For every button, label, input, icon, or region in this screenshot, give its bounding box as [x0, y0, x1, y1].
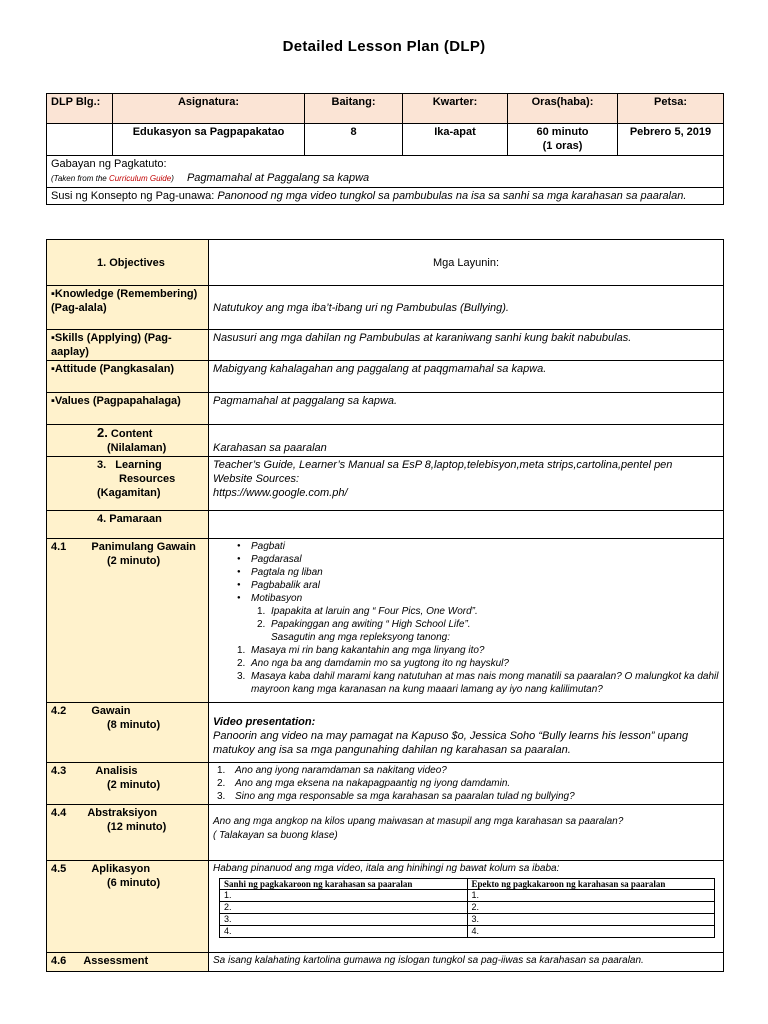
header-value-baitang: 8: [305, 124, 403, 156]
knowledge-value: Natutukoy ang mga iba’t-ibang uri ng Pambubulas (Bullying).: [209, 286, 724, 330]
table-cell: 4.: [467, 926, 715, 938]
pamaraan-empty: [209, 511, 724, 539]
table-cell: 2.: [220, 902, 468, 914]
oras-line1: 60 minuto: [536, 126, 589, 138]
s43-content: [209, 763, 724, 805]
list-item: ● Pagbati: [213, 540, 719, 553]
header-value-oras: [508, 124, 618, 156]
s45-time: (6 minuto): [107, 877, 161, 889]
list-item: ● Pagdarasal: [213, 553, 719, 566]
s44-content: [209, 805, 724, 861]
header-label-baitang: Baitang:: [305, 94, 403, 124]
table-row: [220, 890, 715, 902]
item-text: Masaya mi rin bang kakantahin ang mga linyang ito?: [251, 645, 485, 656]
s42-label-cell: [47, 703, 209, 763]
table-row: [220, 914, 715, 926]
s44-text2: ( Talakayan sa buong klase): [213, 830, 338, 841]
gabayan-row: [47, 156, 724, 188]
s41-time: (2 minuto): [107, 555, 161, 567]
header-label-dlp: DLP Blg.:: [47, 94, 113, 124]
s43-time: (2 minuto): [107, 779, 161, 791]
s46-text: Sa isang kalahating kartolina gumawa ng islogan tungkol sa pag-iiwas sa karahasan sa paaralan.: [209, 953, 724, 972]
s46-label: Assessment: [83, 955, 149, 967]
header-label-petsa: Petsa:: [618, 94, 724, 124]
susi-label: Susi ng Konsepto ng Pag-unawa:: [51, 190, 215, 202]
item-text: Masaya kaba dahil marami kang natutuhan at mas nais mong manatili sa paaralan? O malungkot ka dahil mayroon kang mga karanasan na kung maaari lamang ay iyo nang kalilimutan?: [251, 671, 719, 695]
website-label: Website Sources:: [213, 473, 300, 485]
sasagutin-text: Sasagutin ang mga repleksyong tanong:: [271, 632, 451, 643]
attitude-value: Mabigyang kahalagahan ang paggalang at paqgmamahal sa kapwa.: [209, 361, 724, 393]
s45-content: [209, 861, 724, 953]
s41-label-cell: [47, 539, 209, 703]
table-cell: 2.: [467, 902, 715, 914]
item-text: Ano nga ba ang damdamin mo sa yugtong ito ng hayskul?: [251, 658, 509, 669]
resources-value: Teacher’s Guide, Learner’s Manual sa EsP 8,laptop,telebisyon,meta strips,cartolina,pentel pen: [213, 459, 673, 471]
list-item: ● Pagtala ng liban: [213, 566, 719, 579]
values-value: Pagmamahal at paggalang sa kapwa.: [209, 393, 724, 425]
attitude-label: ▪Attitude (Pangkasalan): [47, 361, 209, 393]
item-text: Sino ang mga responsable sa mga karahasan sa paaralan tulad ng bullying?: [235, 791, 575, 802]
s43-label: Analisis: [95, 765, 138, 777]
susi-value: Panonood ng mga video tungkol sa pambubulas na isa sa sanhi sa mga karahasan sa paaralan.: [217, 190, 687, 202]
s44-time: (12 minuto): [107, 821, 167, 833]
item-number: 1.: [237, 645, 246, 656]
s45-intro: Habang pinanuod ang mga video, itala ang hinihingi ng bawat kolum sa ibaba:: [213, 863, 560, 874]
s41-content: [209, 539, 724, 703]
resources-label2: Resources: [119, 473, 176, 485]
curriculum-guide-link: Curriculum Guide: [108, 174, 172, 183]
analisis-item: [213, 764, 719, 777]
item-text: Ano ang iyong naramdaman sa nakitang video?: [235, 765, 447, 776]
gabayan-label: Gabayan ng Pagkatuto:: [51, 158, 167, 170]
resources-num: 3.: [97, 459, 107, 471]
s46-num: 4.6: [51, 955, 67, 967]
header-value-asignatura: Edukasyon sa Pagpapakatao: [113, 124, 305, 156]
objectives-label: 1. Objectives: [47, 240, 209, 286]
content-label-cell: [47, 425, 209, 457]
item-number: 2.: [217, 778, 226, 789]
s41-bullet-list: [213, 540, 719, 605]
s44-text: Ano ang mga angkop na kilos upang maiwasan at masupil ang mga karahasan sa paaralan?: [213, 816, 624, 827]
s44-label-cell: [47, 805, 209, 861]
lesson-procedure-table: [46, 239, 724, 972]
item-text: Papakinggan ang awiting “ High School Life”.: [271, 619, 471, 630]
website-url: https://www.google.com.ph/: [213, 487, 348, 499]
analisis-item: [213, 777, 719, 790]
susi-row: [47, 188, 724, 205]
question-item: [213, 657, 719, 670]
sanhi-header: Sanhi ng pagkakaroon ng karahasan sa paaralan: [220, 879, 468, 890]
s42-title: Video presentation:: [213, 716, 316, 728]
table-row: [220, 926, 715, 938]
table-cell: 3.: [467, 914, 715, 926]
s43-num: 4.3: [51, 765, 67, 777]
analisis-item: [213, 790, 719, 803]
header-label-kwarter: Kwarter:: [403, 94, 508, 124]
epekto-header: Epekto ng pagkakaroon ng karahasan sa paaralan: [467, 879, 715, 890]
pamaraan-label: 4. Pamaraan: [47, 511, 209, 539]
s42-label: Gawain: [91, 705, 131, 717]
skills-value: Nasusuri ang mga dahilan ng Pambubulas at karaniwang sanhi kung bakit nabubulas.: [209, 330, 724, 361]
table-cell: 1.: [467, 890, 715, 902]
gabayan-value: Pagmamahal at Paggalang sa kapwa: [186, 172, 370, 184]
resources-value-cell: [209, 457, 724, 511]
s45-label-cell: [47, 861, 209, 953]
item-number: 2.: [237, 658, 246, 669]
list-item: ● Motibasyon: [213, 592, 719, 605]
table-cell: 3.: [220, 914, 468, 926]
lesson-header-table: [46, 93, 724, 205]
item-number: 3.: [217, 791, 226, 802]
header-label-asignatura: Asignatura:: [113, 94, 305, 124]
s46-label-cell: [47, 953, 209, 972]
s43-label-cell: [47, 763, 209, 805]
skills-label: ▪Skills (Applying) (Pag-aaplay): [47, 330, 209, 361]
item-text: Ano ang mga eksena na nakapagpaantig ng iyong damdamin.: [235, 778, 511, 789]
mga-layunin-heading: Mga Layunin:: [209, 240, 724, 286]
item-number: 3.: [237, 671, 246, 682]
item-number: 1.: [217, 765, 226, 776]
table-cell: 4.: [220, 926, 468, 938]
s42-text: Panoorin ang video na may pamagat na Kapuso $o, Jessica Soho “Bully learns his lesson” upang matukoy ang isa sa mga pangunahing dahilan ng karahasan sa paaralan.: [213, 730, 689, 756]
content-sub: (Nilalaman): [107, 442, 167, 454]
table-row: [220, 902, 715, 914]
question-item: [213, 644, 719, 657]
header-value-petsa: Pebrero 5, 2019: [618, 124, 724, 156]
header-value-kwarter: Ika-apat: [403, 124, 508, 156]
s42-content: [209, 703, 724, 763]
item-text: Ipapakita at laruin ang “ Four Pics, One Word”.: [271, 606, 478, 617]
s42-time: (8 minuto): [107, 719, 161, 731]
item-number: 1.: [257, 606, 266, 617]
content-label: Content: [110, 428, 153, 440]
table-cell: 1.: [220, 890, 468, 902]
oras-line2: (1 oras): [542, 140, 583, 152]
question-item: [213, 670, 719, 696]
s44-num: 4.4: [51, 807, 67, 819]
resources-sub: (Kagamitan): [97, 487, 161, 499]
s41-label: Panimulang Gawain: [91, 541, 196, 553]
s45-label: Aplikasyon: [91, 863, 151, 875]
list-item: ● Pagbabalik aral: [213, 579, 719, 592]
s41-num: 4.1: [51, 541, 67, 553]
page-title: Detailed Lesson Plan (DLP): [282, 38, 486, 55]
taken-from-prefix: (Taken from the: [51, 174, 109, 183]
resources-label-cell: [47, 457, 209, 511]
knowledge-label: ▪Knowledge (Remembering) (Pag-alala): [47, 286, 209, 330]
taken-from-suffix: ): [171, 174, 174, 183]
s42-num: 4.2: [51, 705, 67, 717]
header-value-dlp: [47, 124, 113, 156]
resources-label: Learning: [115, 459, 162, 471]
item-number: 2.: [257, 619, 266, 630]
aplikasyon-table: [219, 878, 715, 938]
values-label: ▪Values (Pagpapahalaga): [47, 393, 209, 425]
header-label-oras: Oras(haba):: [508, 94, 618, 124]
motibasyon-item: [213, 618, 719, 631]
motibasyon-item: [213, 605, 719, 618]
content-num: 2.: [97, 425, 108, 440]
s45-num: 4.5: [51, 863, 67, 875]
s44-label: Abstraksiyon: [87, 807, 158, 819]
content-value: Karahasan sa paaralan: [209, 425, 724, 457]
taken-from-note: [51, 174, 174, 183]
